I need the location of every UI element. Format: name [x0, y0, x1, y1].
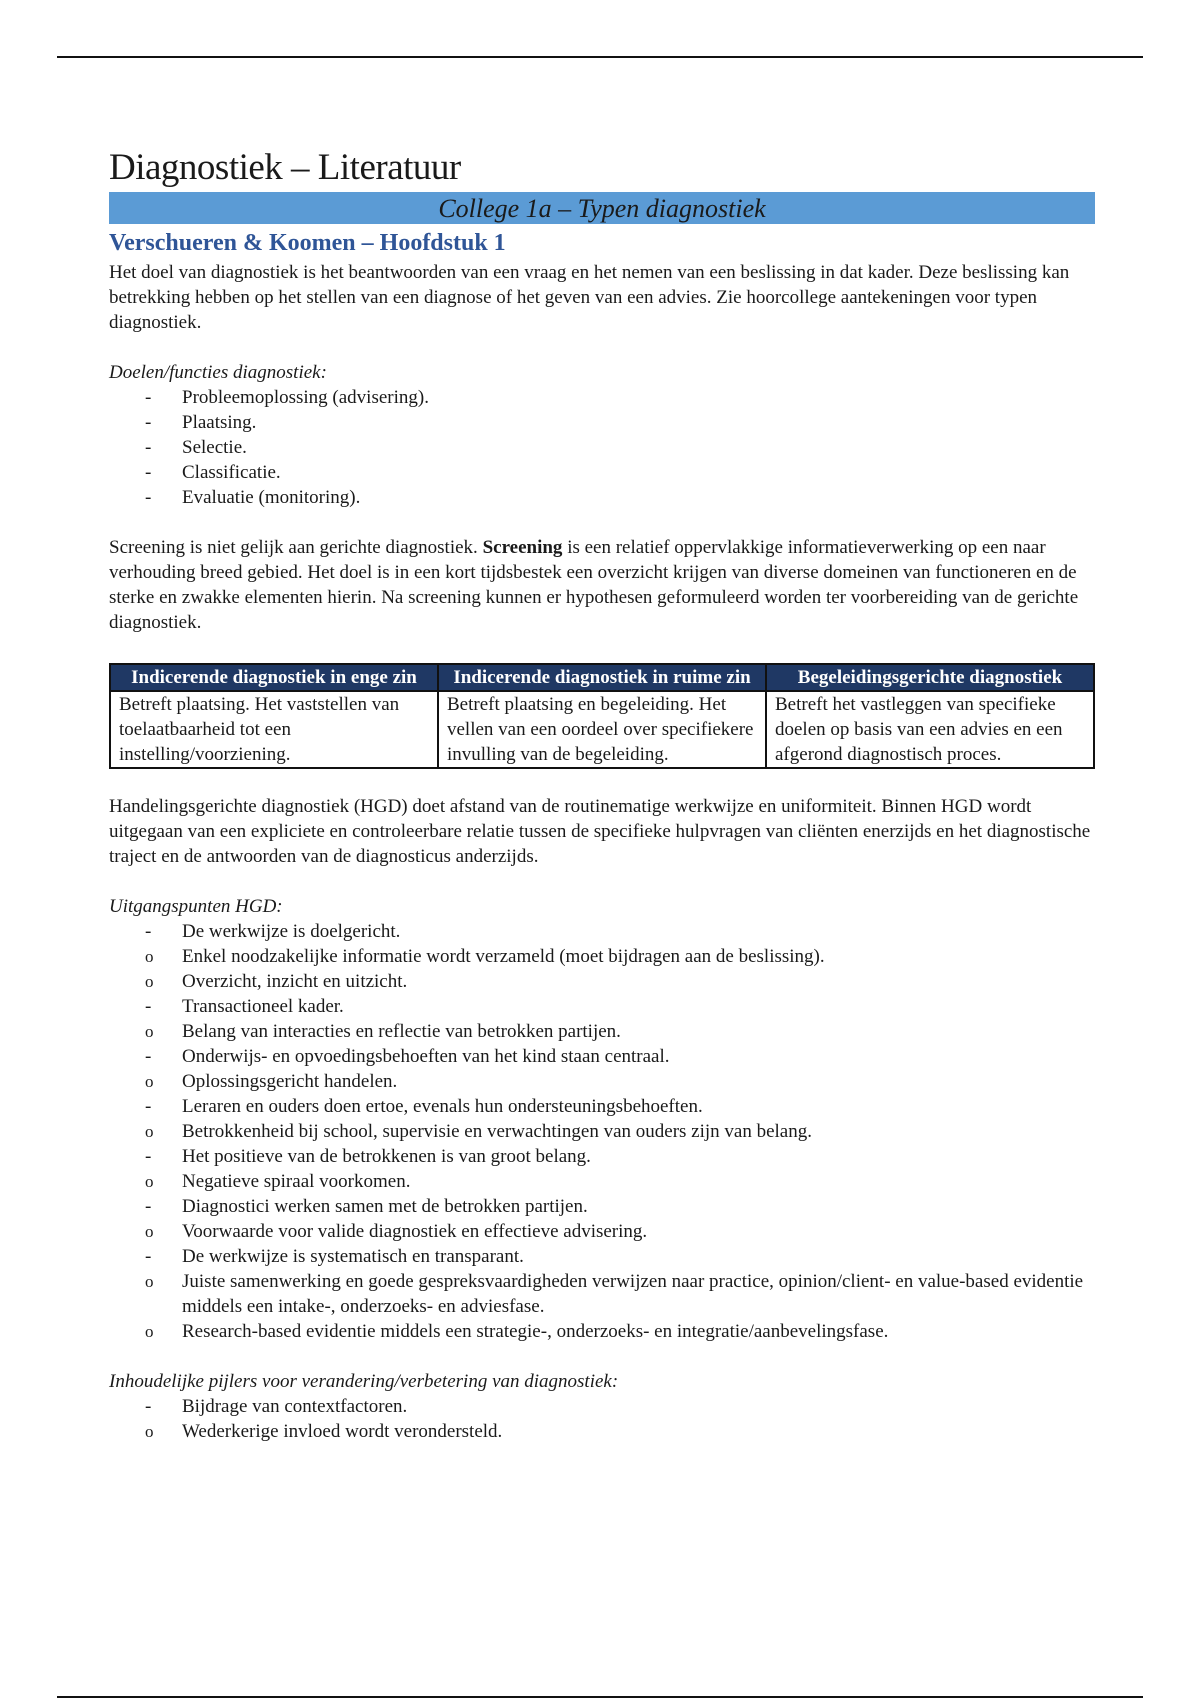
section-heading: Verschueren & Koomen – Hoofdstuk 1 [109, 230, 506, 256]
table-row [110, 691, 1094, 768]
sub-list [109, 1219, 1095, 1244]
sub-list-item: o Wederkerige invloed wordt verondersteld. [109, 1419, 1095, 1444]
intro-paragraph: Het doel van diagnostiek is het beantwoorden van een vraag en het nemen van een beslissing in dat kader. Deze beslissing kan betrekking hebben op het stellen van een diagnose of het geven van een advies. Zie hoorcollege aantekeningen voor typen diagnostiek. [109, 262, 1070, 333]
sub-list-item: o Juiste samenwerking en goede gespreksvaardigheden verwijzen naar practice, opinion/client- en value-based evidentie middels een intake-, onderzoeks- en adviesfase. [109, 1269, 1095, 1319]
list-item: - Bijdrage van contextfactoren. [109, 1394, 1095, 1419]
screening-paragraph [109, 535, 1095, 635]
sub-list [109, 1119, 1095, 1144]
document-body [109, 146, 1095, 1444]
sub-list-item: o Overzicht, inzicht en uitzicht. [109, 969, 1095, 994]
header-rule [57, 56, 1143, 58]
list-item: - Transactioneel kader. [109, 994, 1095, 1019]
table-cell: Betreft het vastleggen van specifieke doelen op basis van een advies en een afgerond diagnostisch proces. [766, 691, 1094, 768]
table-header: Begeleidingsgerichte diagnostiek [766, 664, 1094, 691]
list-item: - Evaluatie (monitoring). [109, 485, 1095, 510]
list-item: - Diagnostici werken samen met de betrokken partijen. [109, 1194, 1095, 1219]
sub-list [109, 1419, 1095, 1444]
pillars-label: Inhoudelijke pijlers voor verandering/verbetering van diagnostiek: [109, 1371, 619, 1392]
sub-list [109, 944, 1095, 994]
list-item: - De werkwijze is doelgericht. [109, 919, 1095, 944]
list-item: - Onderwijs- en opvoedingsbehoeften van het kind staan centraal. [109, 1044, 1095, 1069]
sub-list [109, 1019, 1095, 1044]
list-item: - Plaatsing. [109, 410, 1095, 435]
goals-label: Doelen/functies diagnostiek: [109, 362, 327, 383]
screening-lead: Screening is niet gelijk aan gerichte diagnostiek. [109, 537, 478, 558]
diagnostics-types-table [109, 663, 1095, 769]
sub-list-item: o Research-based evidentie middels een strategie-, onderzoeks- en integratie/aanbevelingsfase. [109, 1319, 1095, 1344]
page-title: Diagnostiek – Literatuur [109, 147, 461, 188]
list-item: - De werkwijze is systematisch en transparant. [109, 1244, 1095, 1269]
list-item: - Selectie. [109, 435, 1095, 460]
table-cell: Betreft plaatsing. Het vaststellen van toelaatbaarheid tot een instelling/voorziening. [110, 691, 438, 768]
list-item: - Probleemoplossing (advisering). [109, 385, 1095, 410]
table-header: Indicerende diagnostiek in enge zin [110, 664, 438, 691]
table-header: Indicerende diagnostiek in ruime zin [438, 664, 766, 691]
list-item: - Leraren en ouders doen ertoe, evenals hun ondersteuningsbehoeften. [109, 1094, 1095, 1119]
sub-list-item: o Enkel noodzakelijke informatie wordt verzameld (moet bijdragen aan de beslissing). [109, 944, 1095, 969]
sub-list [109, 1269, 1095, 1344]
table-header-row [110, 664, 1094, 691]
goals-list [109, 385, 1095, 510]
sub-list-item: o Negatieve spiraal voorkomen. [109, 1169, 1095, 1194]
hgd-paragraph: Handelingsgerichte diagnostiek (HGD) doet afstand van de routinematige werkwijze en uniformiteit. Binnen HGD wordt uitgegaan van een expliciete en controleerbare relatie tussen de specifieke hulpvragen van cliënten enerzijds en het diagnostische traject en de antwoorden van de diagnosticus anderzijds. [109, 796, 1091, 867]
screening-rest: is een relatief oppervlakkige informatieverwerking op een naar verhouding breed gebied. Het doel is in een kort tijdsbestek een overzicht krijgen van diverse domeinen van functioneren en de sterke en zwakke elementen hierin. Na screening kunnen er hypothesen geformuleerd worden ter voorbereiding van de gerichte diagnostiek. [109, 537, 1079, 633]
list-item: - Classificatie. [109, 460, 1095, 485]
pillars-list [109, 1394, 1095, 1444]
footer-rule [57, 1696, 1143, 1698]
college-banner: College 1a – Typen diagnostiek [109, 192, 1095, 224]
sub-list-item: o Betrokkenheid bij school, supervisie en verwachtingen van ouders zijn van belang. [109, 1119, 1095, 1144]
screening-term: Screening [482, 537, 563, 558]
list-item: - Het positieve van de betrokkenen is van groot belang. [109, 1144, 1095, 1169]
sub-list [109, 1169, 1095, 1194]
table-cell: Betreft plaatsing en begeleiding. Het vellen van een oordeel over specifiekere invulling van de begeleiding. [438, 691, 766, 768]
sub-list-item: o Oplossingsgericht handelen. [109, 1069, 1095, 1094]
sub-list-item: o Belang van interacties en reflectie van betrokken partijen. [109, 1019, 1095, 1044]
principles-label: Uitgangspunten HGD: [109, 896, 283, 917]
principles-list [109, 919, 1095, 1344]
sub-list-item: o Voorwaarde voor valide diagnostiek en effectieve advisering. [109, 1219, 1095, 1244]
sub-list [109, 1069, 1095, 1094]
